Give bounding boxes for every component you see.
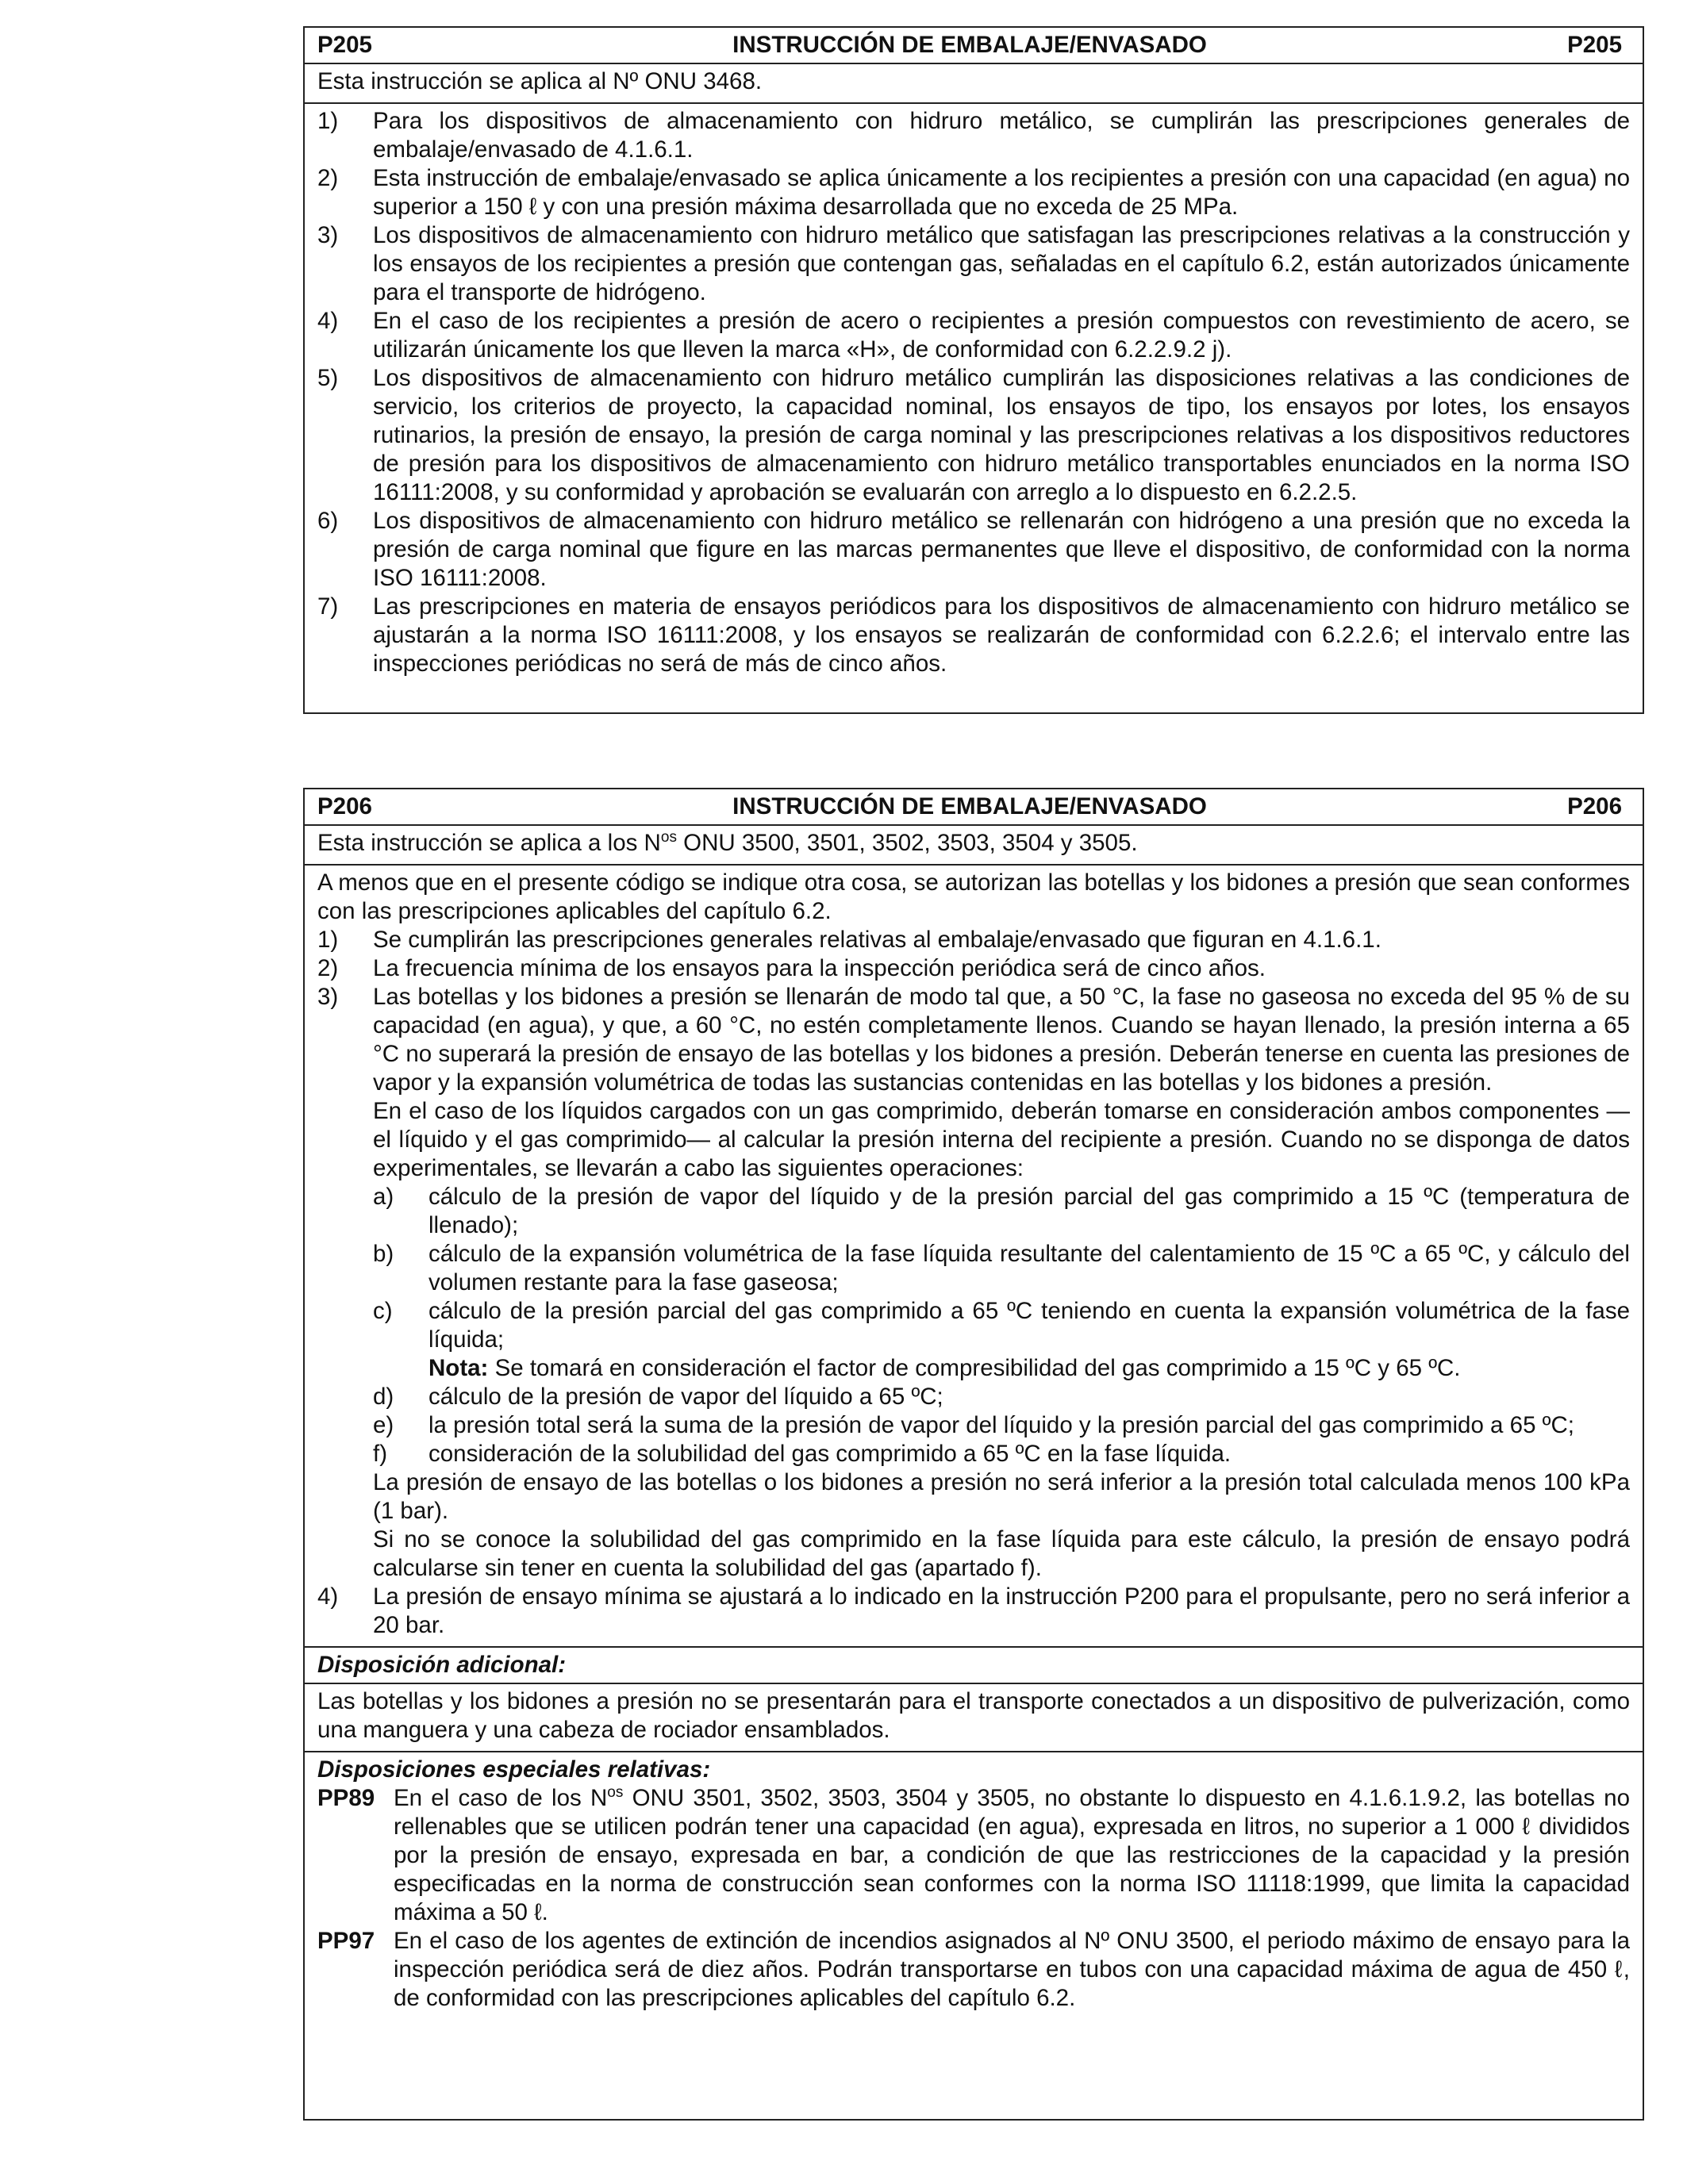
item-text: Se cumplirán las prescripciones generales relativas al embalaje/envasado que figuran en 4.1.6.1. — [373, 927, 1381, 953]
note-label: Nota: — [428, 1355, 489, 1381]
note — [317, 1354, 1630, 1383]
sub-item-text: cálculo de la presión de vapor del líquido y de la presión parcial del gas comprimido a 15 ºC (temperatura de llenado); — [428, 1184, 1630, 1238]
sub-item-letter: b) — [373, 1241, 394, 1267]
item-number: 3) — [317, 222, 339, 248]
list-item — [317, 364, 1630, 507]
list-item — [317, 954, 1630, 983]
list-item — [317, 507, 1630, 593]
item-text: Los dispositivos de almacenamiento con hidruro metálico cumplirán las disposiciones relativas a las condiciones de servicio, los criterios de proyecto, la capacidad nominal, los ensayos de tipo, los ensayos por lotes, los ensayos rutinarios, la presión de ensayo, la presión de carga nominal y las prescripciones relativas a los dispositivos reductores de presión para los dispositivos de almacenamiento con hidruro metálico transportables enunciados en la norma ISO 16111:2008, y su conformidad y aprobación se evaluarán con arreglo a lo dispuesto en 6.2.2.5. — [373, 365, 1630, 505]
p206-applies-row — [305, 826, 1643, 866]
p205-header — [305, 28, 1643, 64]
p205-title: INSTRUCCIÓN DE EMBALAJE/ENVASADO — [732, 32, 1207, 58]
special-provision-pp89 — [317, 1784, 1630, 1927]
sub-item — [317, 1183, 1630, 1240]
special-provision-pp97 — [317, 1927, 1630, 2013]
item-text: En el caso de los recipientes a presión de acero o recipientes a presión compuestos con revestimiento de acero, se utilizarán únicamente los que lleven la marca «H», de conformidad con 6.2.2.9.2 j). — [373, 308, 1630, 363]
p205-applies-row — [305, 64, 1643, 104]
additional-text: Las botellas y los bidones a presión no se presentarán para el transporte conectados a un dispositivo de pulverización, como una manguera y una cabeza de rociador ensamblados. — [317, 1688, 1630, 1743]
list-item — [317, 307, 1630, 364]
sub-item — [317, 1383, 1630, 1411]
sub-item — [317, 1297, 1630, 1354]
p206-applies-text — [317, 829, 1630, 858]
sub-item-letter: e) — [373, 1412, 394, 1438]
p206-instruction-box — [303, 788, 1644, 2121]
p206-header — [305, 789, 1643, 826]
additional-title: Disposición adicional: — [317, 1652, 567, 1678]
p205-instruction-box — [303, 26, 1644, 714]
item3-paragraph: Si no se conoce la solubilidad del gas comprimido en la fase líquida para este cálculo, la presión de ensayo podrá calcularse sin tener en cuenta la solubilidad del gas (apartado f). — [373, 1526, 1630, 1581]
item-number: 4) — [317, 1583, 339, 1610]
list-item — [317, 983, 1630, 1097]
p206-code-left: P206 — [317, 793, 372, 819]
sub-item — [317, 1240, 1630, 1297]
item-text: Los dispositivos de almacenamiento con hidruro metálico se rellenarán con hidrógeno a una presión que no exceda la presión de carga nominal que figure en las marcas permanentes que lleve el dispositivo, de conformidad con la norma ISO 16111:2008. — [373, 508, 1630, 591]
additional-title-row — [305, 1648, 1643, 1684]
special-provisions — [305, 1752, 1643, 2019]
p206-intro: A menos que en el presente código se indique otra cosa, se autorizan las botellas y los bidones a presión que sean conformes con las prescripciones aplicables del capítulo 6.2. — [317, 869, 1630, 924]
item-text: La presión de ensayo mínima se ajustará a lo indicado en la instrucción P200 para el propulsante, pero no será inferior a 20 bar. — [373, 1583, 1630, 1638]
pp89-text-post: ONU 3501, 3502, 3503, 3504 y 3505, no obstante lo dispuesto en 4.1.6.1.9.2, las botellas no rellenables que se utilicen podrán tener una capacidad (en agua), expresada en litros, no superior a 1 000 ℓ divididos por la presión de ensayo, expresada en bar, a condición de que las restricciones de la capacidad y la presión especificadas en la norma de construcción sean conformes con la norma ISO 11118:1999, que limita la capacidad máxima a 50 ℓ. — [394, 1785, 1630, 1925]
sub-item-letter: d) — [373, 1384, 394, 1410]
item-text: Las prescripciones en materia de ensayos periódicos para los dispositivos de almacenamiento con hidruro metálico se ajustarán a la norma ISO 16111:2008, y los ensayos se realizarán de conformidad con 6.2.2.6; el intervalo entre las inspecciones periódicas no será de más de cinco años. — [373, 593, 1630, 677]
item-number: 2) — [317, 955, 339, 981]
p205-code-right: P205 — [1567, 32, 1622, 58]
sub-item — [317, 1440, 1630, 1468]
note-text: Se tomará en consideración el factor de compresibilidad del gas comprimido a 15 ºC y 65 ºC. — [488, 1355, 1461, 1381]
pp89-text-pre: En el caso de los N — [394, 1785, 608, 1811]
pp89-code: PP89 — [317, 1785, 375, 1811]
item-number: 1) — [317, 108, 339, 134]
item-number: 3) — [317, 984, 339, 1010]
sub-item — [317, 1411, 1630, 1440]
p206-title: INSTRUCCIÓN DE EMBALAJE/ENVASADO — [732, 793, 1207, 819]
sub-item-text: cálculo de la expansión volumétrica de la fase líquida resultante del calentamiento de 15 ºC a 65 ºC, y cálculo del volumen restante para la fase gaseosa; — [428, 1241, 1630, 1295]
list-item — [317, 593, 1630, 678]
p206-items — [305, 866, 1643, 1648]
item-text: Esta instrucción de embalaje/envasado se aplica únicamente a los recipientes a presión con una capacidad (en agua) no superior a 150 ℓ y con una presión máxima desarrollada que no exceda de 25 MPa. — [373, 165, 1630, 220]
item-number: 2) — [317, 165, 339, 191]
item-number: 6) — [317, 508, 339, 534]
item3-paragraph: La presión de ensayo de las botellas o los bidones a presión no será inferior a la presión total calculada menos 100 kPa (1 bar). — [373, 1469, 1630, 1524]
list-item — [317, 107, 1630, 164]
applies-text-post: ONU 3500, 3501, 3502, 3503, 3504 y 3505. — [676, 830, 1138, 856]
sub-item-letter: a) — [373, 1184, 394, 1210]
item-text: Las botellas y los bidones a presión se llenarán de modo tal que, a 50 °C, la fase no gaseosa no exceda del 95 % de su capacidad (en agua), y que, a 60 °C, no estén completamente llenos. Cuando se hayan llenado, la presión interna a 65 °C no superará la presión de ensayo de las botellas y los bidones a presión. Deberán tenerse en cuenta las presiones de vapor y la expansión volumétrica de todas las sustancias contenidas en las botellas y los bidones a presión. — [373, 984, 1630, 1096]
pp97-text: En el caso de los agentes de extinción de incendios asignados al Nº ONU 3500, el periodo máximo de ensayo para la inspección periódica será de diez años. Podrán transportarse en tubos con una capacidad máxima de agua de 450 ℓ, de conformidad con las prescripciones aplicables del capítulo 6.2. — [394, 1928, 1630, 2011]
sub-item-text: la presión total será la suma de la presión de vapor del líquido y la presión parcial del gas comprimido a 65 ºC; — [428, 1412, 1574, 1438]
list-item — [317, 926, 1630, 954]
pp89-superscript: os — [607, 1784, 624, 1802]
item-text: Para los dispositivos de almacenamiento con hidruro metálico, se cumplirán las prescripciones generales de embalaje/envasado de 4.1.6.1. — [373, 108, 1630, 163]
sub-item-letter: f) — [373, 1441, 388, 1467]
applies-text-pre: Esta instrucción se aplica a los N — [317, 830, 661, 856]
item-text: Los dispositivos de almacenamiento con hidruro metálico que satisfagan las prescripciones relativas a la construcción y los ensayos de los recipientes a presión que contengan gas, señaladas en el capítulo 6.2, están autorizados únicamente para el transporte de hidrógeno. — [373, 222, 1630, 305]
p205-code-left: P205 — [317, 32, 372, 58]
item3-paragraph: En el caso de los líquidos cargados con un gas comprimido, deberán tomarse en consideración ambos componentes —el líquido y el gas comprimido— al calcular la presión interna del recipiente a presión. Cuando no se disponga de datos experimentales, se llevarán a cabo las siguientes operaciones: — [373, 1098, 1630, 1181]
p205-items — [305, 104, 1643, 685]
applies-superscript: os — [660, 829, 677, 846]
sub-item-text: consideración de la solubilidad del gas comprimido a 65 ºC en la fase líquida. — [428, 1441, 1232, 1467]
item-number: 4) — [317, 308, 339, 334]
sub-item-letter: c) — [373, 1298, 393, 1324]
list-item — [317, 164, 1630, 221]
item-number: 7) — [317, 593, 339, 620]
sub-item-text: cálculo de la presión parcial del gas comprimido a 65 ºC teniendo en cuenta la expansión volumétrica de la fase líquida; — [428, 1298, 1630, 1353]
sub-item-text: cálculo de la presión de vapor del líquido a 65 ºC; — [428, 1384, 943, 1410]
additional-text-row — [305, 1684, 1643, 1752]
item-number: 5) — [317, 365, 339, 391]
item-number: 1) — [317, 927, 339, 953]
item-text: La frecuencia mínima de los ensayos para la inspección periódica será de cinco años. — [373, 955, 1266, 981]
special-title: Disposiciones especiales relativas: — [317, 1756, 711, 1783]
p205-applies-text: Esta instrucción se aplica al Nº ONU 3468. — [317, 68, 763, 94]
list-item — [317, 221, 1630, 307]
list-item — [317, 1583, 1630, 1640]
pp89-text — [394, 1784, 1630, 1927]
pp97-code: PP97 — [317, 1928, 375, 1954]
p206-code-right: P206 — [1567, 793, 1622, 819]
